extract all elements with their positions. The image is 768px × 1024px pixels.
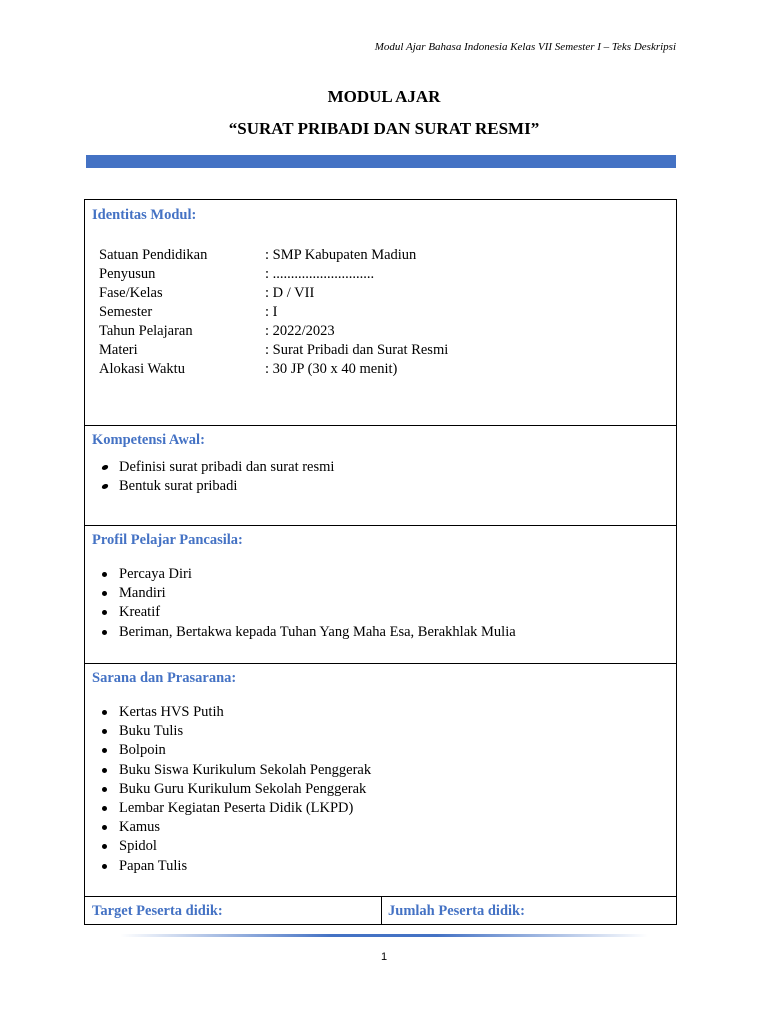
identitas-value: : Surat Pribadi dan Surat Resmi [265, 342, 449, 358]
list-item-text: Definisi surat pribadi dan surat resmi [119, 459, 335, 475]
list-item-text: Buku Guru Kurikulum Sekolah Penggerak [119, 780, 367, 797]
target-row [85, 897, 676, 925]
list-item-text: Buku Siswa Kurikulum Sekolah Penggerak [119, 761, 372, 778]
list-item-text: Lembar Kegiatan Peserta Didik (LKPD) [119, 799, 354, 816]
identitas-row [99, 303, 448, 322]
list-item [85, 818, 371, 837]
list-item [85, 761, 371, 780]
bullet-icon [102, 591, 107, 596]
identitas-key: Penyusun [99, 266, 156, 282]
identitas-key: Materi [99, 342, 138, 358]
list-item-text: Kreatif [119, 604, 161, 621]
identitas-row [99, 265, 448, 284]
bullet-icon [101, 465, 109, 470]
identitas-value: : ............................ [265, 266, 375, 282]
module-table [84, 199, 677, 925]
identitas-value: : 2022/2023 [265, 323, 335, 339]
bullet-icon [101, 484, 109, 489]
bullet-icon [102, 710, 107, 715]
identitas-row [99, 284, 448, 303]
identitas-key: Satuan Pendidikan [99, 247, 208, 263]
jumlah-title: Jumlah Peserta didik: [388, 903, 525, 919]
bullet-icon [102, 806, 107, 811]
sarana-title: Sarana dan Prasarana: [92, 670, 237, 686]
identitas-value: : I [265, 304, 278, 320]
bullet-icon [102, 729, 107, 734]
kompetensi-title: Kompetensi Awal: [92, 432, 205, 448]
list-item-text: Papan Tulis [119, 857, 188, 874]
identitas-row [99, 341, 448, 360]
list-item [85, 741, 371, 760]
list-item-text: Buku Tulis [119, 723, 184, 740]
kompetensi-list [85, 458, 334, 496]
list-item-text: Beriman, Bertakwa kepada Tuhan Yang Maha Esa, Berakhlak Mulia [119, 623, 516, 640]
bullet-icon [102, 864, 107, 869]
list-item [85, 623, 516, 642]
identitas-row [99, 360, 448, 379]
title-divider-bar [86, 155, 676, 168]
kompetensi-section [85, 426, 676, 526]
bullet-icon [102, 572, 107, 577]
bullet-icon [102, 844, 107, 849]
identitas-title: Identitas Modul: [92, 207, 197, 223]
identitas-value: : 30 JP (30 x 40 menit) [265, 361, 398, 377]
sarana-section [85, 664, 676, 897]
profil-section [85, 526, 676, 664]
list-item [85, 477, 334, 496]
running-header: Modul Ajar Bahasa Indonesia Kelas VII Semester I – Teks Deskripsi [374, 41, 676, 53]
target-title: Target Peserta didik: [92, 903, 223, 919]
identitas-row [99, 246, 448, 265]
bullet-icon [102, 787, 107, 792]
identitas-value: : SMP Kabupaten Madiun [265, 247, 417, 263]
identitas-row [99, 322, 448, 341]
profil-list [85, 565, 516, 642]
list-item [85, 584, 516, 603]
identitas-list [99, 246, 448, 379]
bullet-icon [102, 768, 107, 773]
list-item-text: Bolpoin [119, 742, 166, 759]
profil-title: Profil Pelajar Pancasila: [92, 532, 243, 548]
bullet-icon [102, 825, 107, 830]
identitas-key: Tahun Pelajaran [99, 323, 193, 339]
bullet-icon [102, 748, 107, 753]
bullet-icon [102, 610, 107, 615]
list-item-text: Kamus [119, 819, 161, 836]
list-item [85, 565, 516, 584]
list-item [85, 603, 516, 622]
list-item [85, 857, 371, 876]
list-item [85, 780, 371, 799]
list-item-text: Mandiri [119, 585, 166, 602]
list-item [85, 799, 371, 818]
list-item-text: Kertas HVS Putih [119, 704, 224, 720]
list-item [85, 458, 334, 477]
list-item-text: Bentuk surat pribadi [119, 478, 238, 495]
document-title: MODUL AJAR [327, 87, 441, 106]
identitas-key: Semester [99, 304, 153, 320]
list-item [85, 722, 371, 741]
list-item-text: Percaya Diri [119, 566, 192, 582]
identitas-section [85, 200, 676, 426]
bullet-icon [102, 630, 107, 635]
identitas-value: : D / VII [265, 285, 315, 301]
column-divider [381, 897, 382, 925]
footer-divider [120, 934, 648, 937]
list-item [85, 703, 371, 722]
document-subtitle: “SURAT PRIBADI DAN SURAT RESMI” [228, 119, 540, 138]
page-number: 1 [380, 951, 388, 963]
list-item-text: Spidol [119, 838, 157, 855]
identitas-key: Alokasi Waktu [99, 361, 185, 377]
sarana-list [85, 703, 371, 876]
identitas-key: Fase/Kelas [99, 285, 163, 301]
list-item [85, 837, 371, 856]
